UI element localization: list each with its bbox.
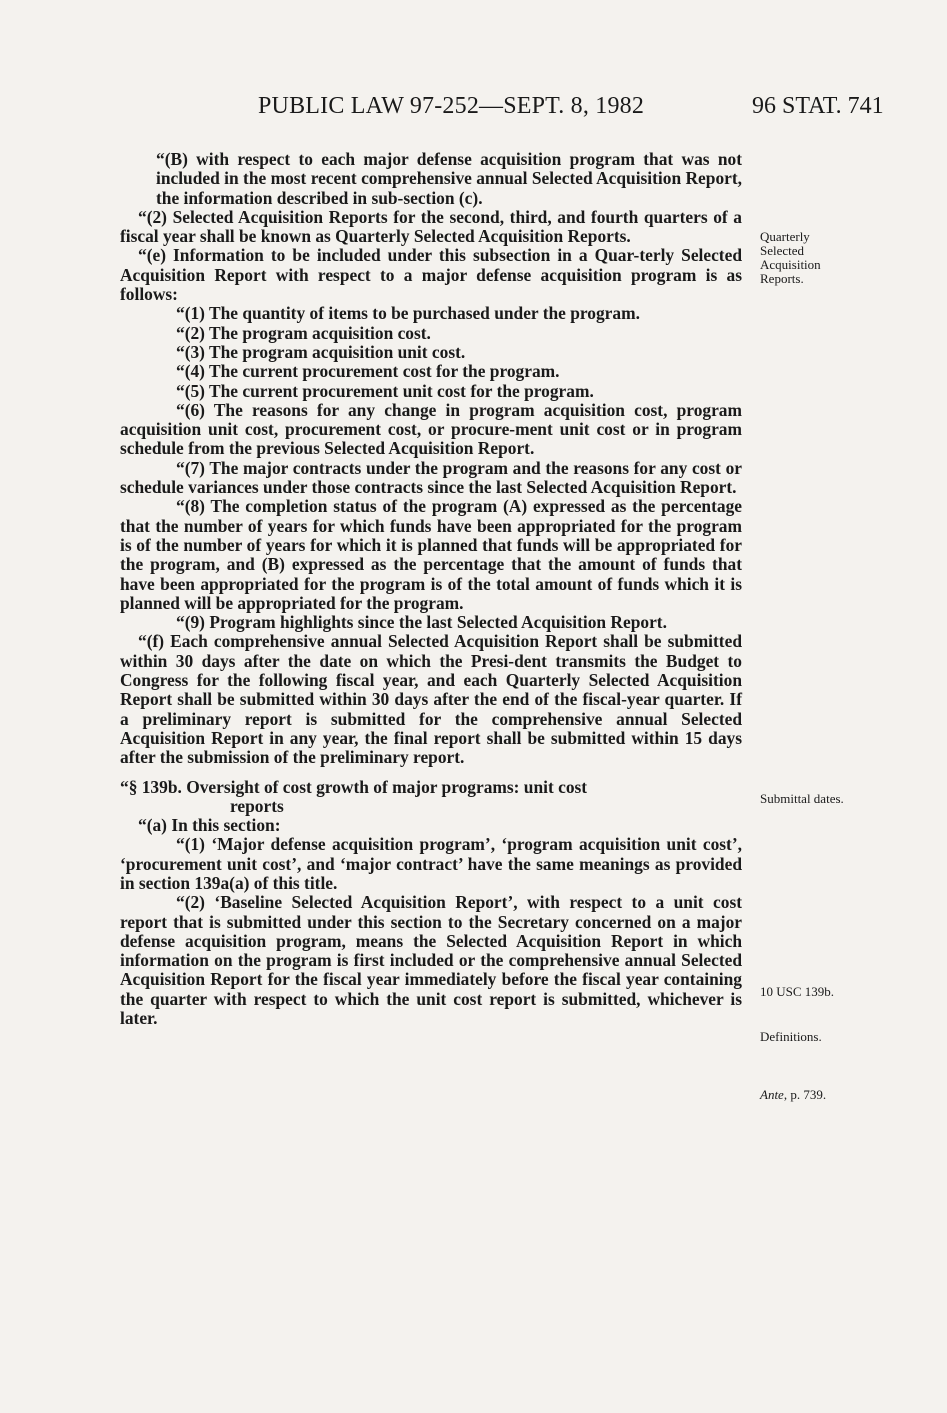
margin-note-usc: 10 USC 139b. (760, 984, 835, 999)
paragraph-e6: “(6) The reasons for any change in program acquisition cost, program acquisition unit cost, procurement cost, or procure-ment unit cost or in program schedule from the previous Selected Acquisition Report. (120, 399, 742, 459)
paragraph-e3: “(3) The program acquisition unit cost. (176, 341, 466, 362)
margin-note-quarterly: Quarterly Selected Acquisition Reports. (760, 229, 821, 286)
paragraph-a: “(a) In this section: (138, 815, 281, 836)
body-text (120, 150, 742, 1028)
margin-note-definitions: Definitions. (760, 1029, 822, 1044)
paragraph-e7: “(7) The major contracts under the program and the reasons for any cost or schedule variances under those contracts since the last Selected Acquisition Report. (120, 457, 742, 498)
paragraph-e4: “(4) The current procurement cost for the program. (176, 361, 560, 382)
paragraph-d2: “(2) Selected Acquisition Reports for the second, third, and fourth quarters of a fiscal year shall be known as Quarterly Selected Acquisition Reports. (120, 206, 742, 247)
paragraph-e9: “(9) Program highlights since the last Selected Acquisition Report. (176, 612, 667, 633)
paragraph-b: “(B) with respect to each major defense acquisition program that was not included in the most recent comprehensive annual Selected Acquisition Report, the information described in sub-section (c). (156, 149, 742, 208)
statute-page-number: 96 STAT. 741 (752, 93, 884, 119)
paragraph-e2: “(2) The program acquisition cost. (176, 322, 431, 343)
section-heading-line2: reports (230, 795, 284, 816)
paragraph-e: “(e) Information to be included under this subsection in a Quar-terly Selected Acquisition Report with respect to a major defense acquisition program is as follows: (120, 245, 742, 305)
paragraph-e8: “(8) The completion status of the program (A) expressed as the percentage that the number of years for which funds have been appropriated for the program is of the number of years for which it is planned that funds will be appropriated for the program, and (B) expressed as the percentage that the amount of funds that have been appropriated for the program is of the total amount of funds which it is planned will be appropriated for the program. (120, 496, 742, 613)
paragraph-e1: “(1) The quantity of items to be purchased under the program. (176, 303, 640, 324)
margin-note-submittal: Submittal dates. (760, 791, 844, 806)
paragraph-a2: “(2) ‘Baseline Selected Acquisition Report’, with respect to a unit cost report that is submitted under this section to the Secretary concerned on a major defense acquisition program, means the Selected Acquisition Report in which information on the program is first included or the comprehensive annual Selected Acquisition Report for the fiscal year immediately before the fiscal year containing the quarter with respect to which the unit cost report is submitted, whichever is later. (120, 892, 742, 1029)
paragraph-e5: “(5) The current procurement unit cost for the program. (176, 380, 594, 401)
margin-note-ante: Ante, p. 739. (760, 1087, 827, 1102)
page-header (0, 93, 947, 123)
section-heading (120, 778, 742, 817)
running-head: PUBLIC LAW 97-252—SEPT. 8, 1982 (258, 93, 645, 119)
paragraph-a1: “(1) ‘Major defense acquisition program’, ‘program acquisition unit cost’, ‘procurement unit cost’, and ‘major contract’ have the same meanings as provided in section 139a(a) of this title. (120, 834, 742, 893)
section-heading-line1: “§ 139b. Oversight of cost growth of major programs: unit cost (120, 776, 588, 797)
paragraph-f: “(f) Each comprehensive annual Selected Acquisition Report shall be submitted within 30 days after the date on which the Presi-dent transmits the Budget to Congress for the following fiscal year, and each Quarterly Selected Acquisition Report shall be submitted within 30 days after the end of the fiscal-year quarter. If a preliminary report is submitted for the comprehensive annual Selected Acquisition Report in any year, the final report shall be submitted within 15 days after the submission of the preliminary report. (120, 631, 742, 768)
